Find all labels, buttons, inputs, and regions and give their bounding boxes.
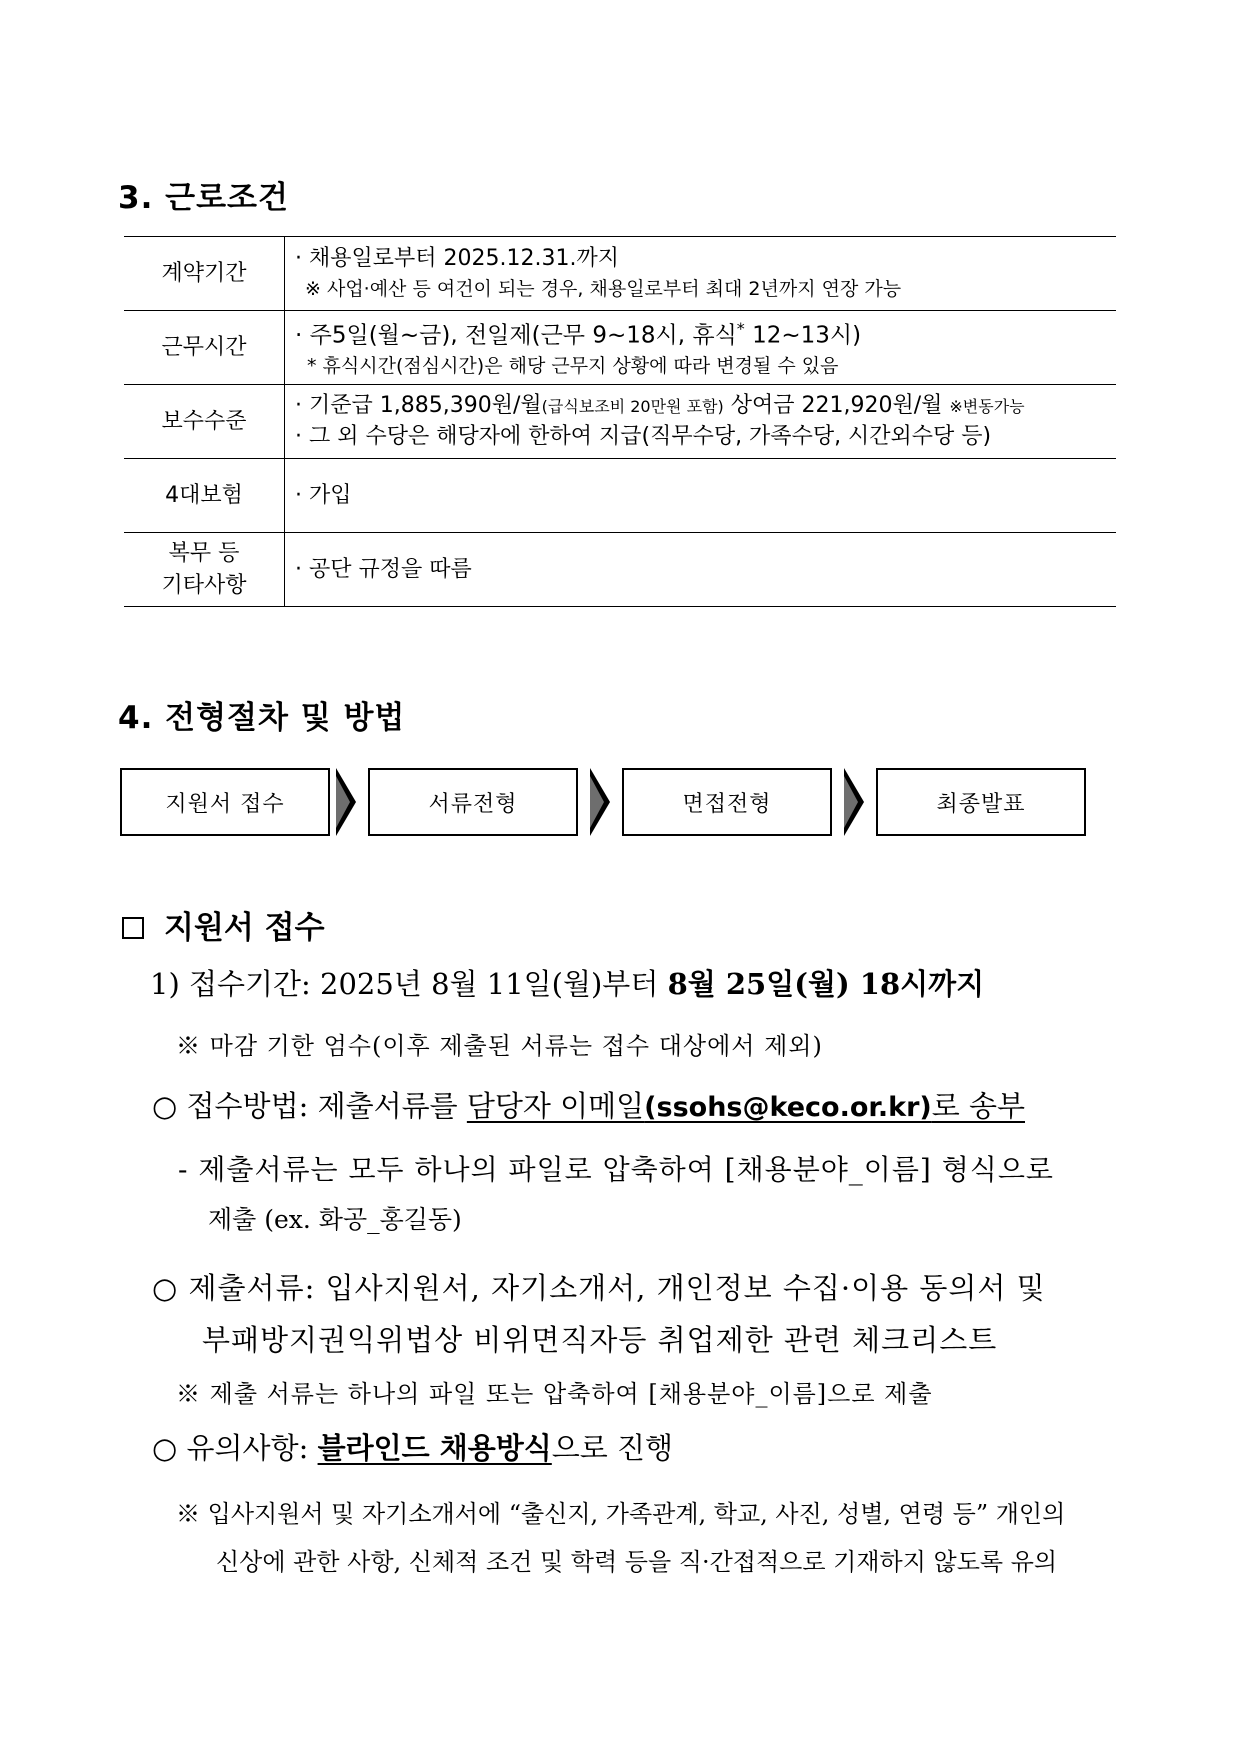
table-row (124, 533, 1116, 607)
step-document-screening: 서류전형 (368, 768, 578, 836)
break-time-note: * 휴식시간(점심시간)은 해당 근무지 상황에 따라 변경될 수 있음 (307, 354, 839, 377)
allowance-text: · 그 외 수당은 해당자에 한하여 지급(직무수당, 가족수당, 시간외수당 등) (295, 424, 992, 449)
application-heading: 지원서 접수 (122, 902, 325, 947)
contact-email: (ssohs@keco.or.kr) (644, 1092, 932, 1123)
row-label: 4대보험 (124, 459, 285, 533)
table-row (124, 311, 1116, 385)
other-terms-text: · 공단 규정을 따름 (295, 556, 472, 582)
deadline-note: ※ 마감 기한 엄수(이후 제출된 서류는 접수 대상에서 제외) (176, 1032, 823, 1060)
row-label: 복무 등 기타사항 (124, 533, 285, 607)
row-label: 근무시간 (124, 311, 285, 385)
checkbox-square-icon (122, 917, 144, 939)
section4-title: 4. 전형절차 및 방법 (118, 700, 406, 736)
work-hours-text: · 주5일(월~금), 전일제(근무 9~18시, 휴식* 12~13시) (295, 319, 862, 349)
required-docs-line1: ○ 제출서류: 입사지원서, 자기소개서, 개인정보 수집·이용 동의서 및 (152, 1271, 1046, 1305)
method-sub-line1: - 제출서류는 모두 하나의 파일로 압축하여 [채용분야_이름] 형식으로 (178, 1153, 1054, 1186)
caution-note-line1: ※ 입사지원서 및 자기소개서에 “출신지, 가족관계, 학교, 사진, 성별, 연령 등” 개인의 (176, 1500, 1066, 1528)
contract-extension-note: ※ 사업·예산 등 여건이 되는 경우, 채용일로부터 최대 2년까지 연장 가능 (305, 277, 902, 300)
salary-text: · 기준급 1,885,390원/월(급식보조비 20만원 포함) 상여금 221,920원/월 ※변동가능 (295, 393, 1025, 418)
table-row (124, 385, 1116, 459)
table-row (124, 459, 1116, 533)
required-docs-note: ※ 제출 서류는 하나의 파일 또는 압축하여 [채용분야_이름]으로 제출 (176, 1380, 933, 1408)
contract-period-text: · 채용일로부터 2025.12.31.까지 (295, 245, 619, 271)
method-sub-line2: 제출 (ex. 화공_홍길동) (208, 1205, 462, 1234)
caution-note-line2: 신상에 관한 사항, 신체적 조건 및 학력 등을 직·간접적으로 기재하지 않도록 유의 (216, 1548, 1058, 1576)
application-method: ○ 접수방법: 제출서류를 담당자 이메일(ssohs@keco.or.kr)로 송부 (152, 1089, 1025, 1123)
step-interview: 면접전형 (622, 768, 832, 836)
row-label: 보수수준 (124, 385, 285, 459)
row-label: 계약기간 (124, 237, 285, 311)
step-final-announcement: 최종발표 (876, 768, 1086, 836)
caution-line: ○ 유의사항: 블라인드 채용방식으로 진행 (152, 1431, 674, 1465)
working-conditions-table (124, 236, 1116, 607)
application-period: 1) 접수기간: 2025년 8월 11일(월)부터 8월 25일(월) 18시까지 (150, 967, 985, 1001)
required-docs-line2: 부패방지권익위법상 비위면직자등 취업제한 관련 체크리스트 (202, 1323, 998, 1357)
section3-title: 3. 근로조건 (118, 180, 289, 216)
table-row (124, 237, 1116, 311)
insurance-text: · 가입 (295, 482, 352, 508)
step-application: 지원서 접수 (120, 768, 330, 836)
